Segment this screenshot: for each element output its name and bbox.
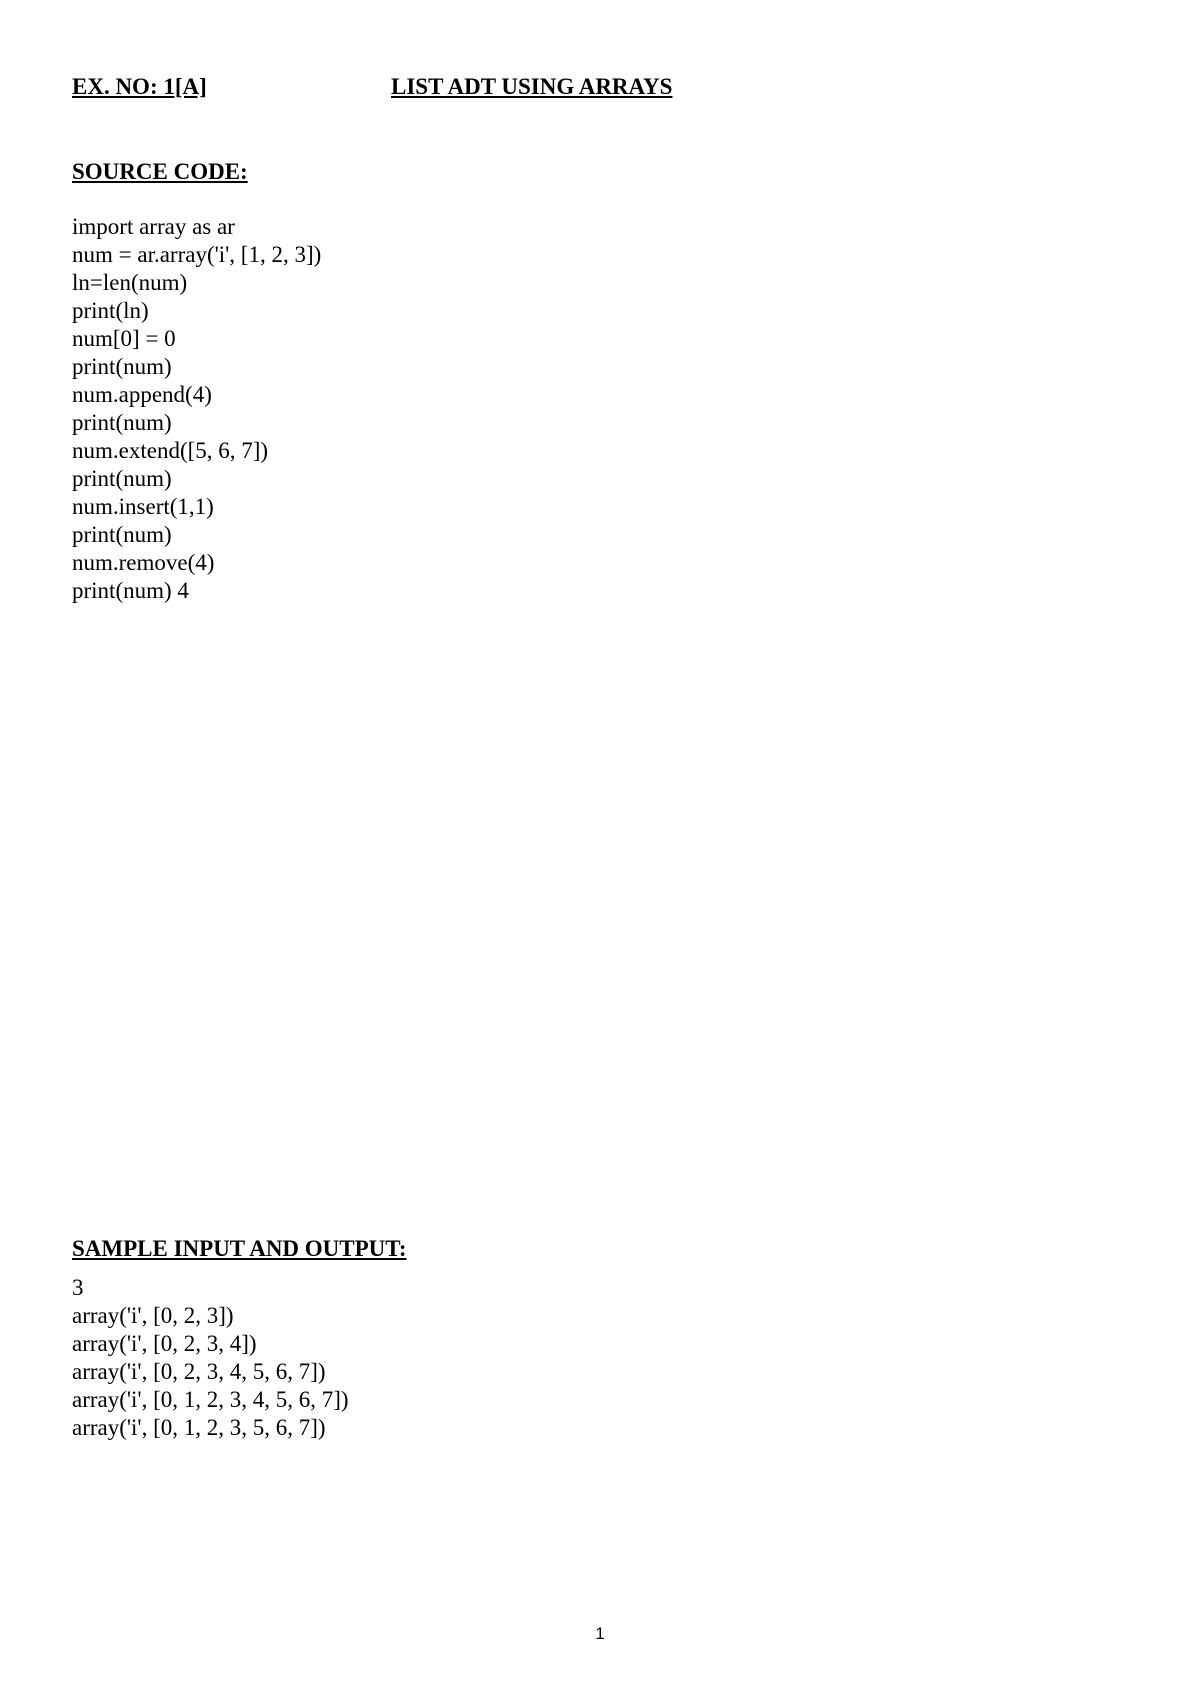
exercise-number: EX. NO: 1[A] [72, 74, 207, 99]
code-line: print(num) [72, 410, 172, 435]
code-line: ln=len(num) [72, 270, 188, 295]
code-line: print(num) [72, 522, 172, 547]
page-number: 1 [595, 1624, 605, 1643]
output-line: array('i', [0, 1, 2, 3, 4, 5, 6, 7]) [72, 1387, 349, 1412]
code-line: import array as ar [72, 214, 235, 239]
code-line: print(ln) [72, 298, 149, 323]
code-line: print(num) [72, 466, 172, 491]
output-line: array('i', [0, 1, 2, 3, 5, 6, 7]) [72, 1415, 326, 1440]
code-line: num.extend([5, 6, 7]) [72, 438, 269, 463]
source-code-heading: SOURCE CODE: [72, 159, 248, 184]
code-line: num = ar.array('i', [1, 2, 3]) [72, 242, 322, 267]
code-line: print(num) 4 [72, 578, 189, 603]
sample-output-heading: SAMPLE INPUT AND OUTPUT: [72, 1236, 407, 1261]
code-line: print(num) [72, 354, 172, 379]
exercise-title: LIST ADT USING ARRAYS [391, 74, 673, 99]
code-line: num.remove(4) [72, 550, 215, 575]
output-line: array('i', [0, 2, 3, 4, 5, 6, 7]) [72, 1359, 326, 1384]
output-line: array('i', [0, 2, 3, 4]) [72, 1331, 257, 1356]
code-line: num[0] = 0 [72, 326, 176, 351]
code-line: num.insert(1,1) [72, 494, 214, 519]
output-line: array('i', [0, 2, 3]) [72, 1303, 234, 1328]
sample-output-block [72, 1274, 349, 1442]
output-line: 3 [72, 1275, 84, 1300]
code-line: num.append(4) [72, 382, 212, 407]
source-code-block [72, 213, 321, 605]
